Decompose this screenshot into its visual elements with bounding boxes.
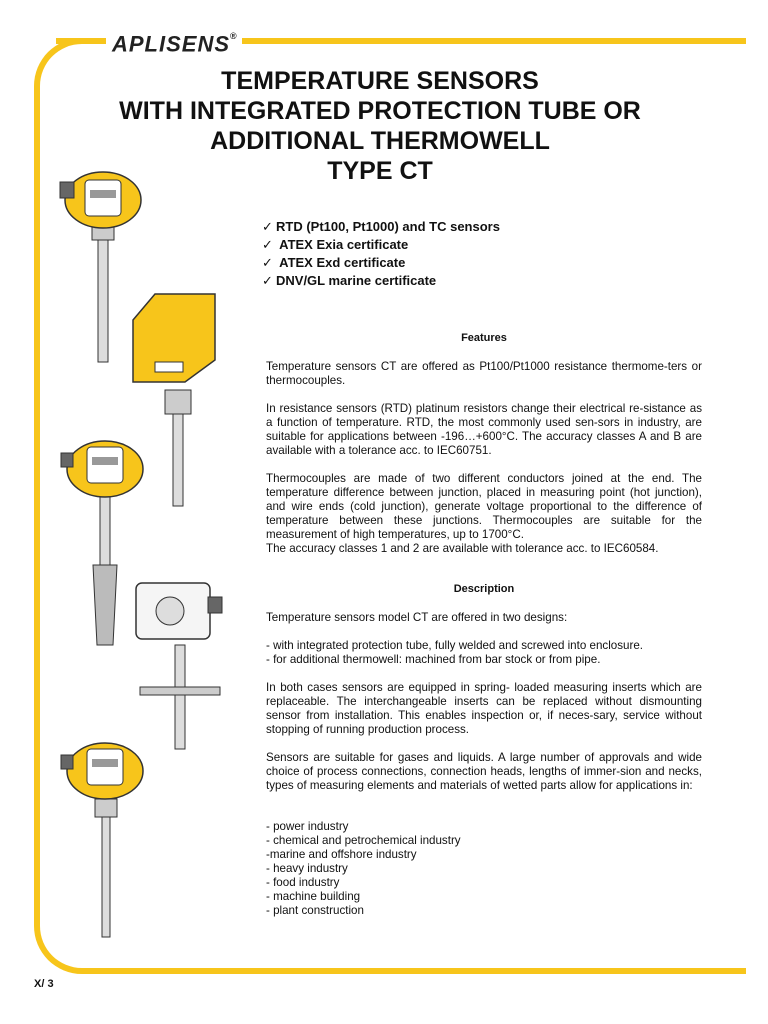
page-title: TEMPERATURE SENSORS WITH INTEGRATED PROTECTION TUBE OR ADDITIONAL THERMOWELL TYPE CT: [119, 67, 641, 185]
description-heading: Description: [453, 583, 515, 595]
applications-list: [266, 820, 461, 918]
list-item: - heavy industry: [266, 862, 348, 875]
description-paragraph: Temperature sensors model CT are offered in two designs:: [266, 611, 568, 624]
check-icon: ✓: [262, 273, 273, 288]
check-icon: ✓: [262, 237, 273, 252]
list-item: ✓ RTD (Pt100, Pt1000) and TC sensors: [262, 219, 500, 234]
frame-top: [228, 38, 746, 44]
list-item: ✓ DNV/GL marine certificate: [262, 273, 437, 288]
sensor-illustration-5: [55, 735, 155, 940]
check-icon: ✓: [262, 255, 273, 270]
description-paragraph: - with integrated protection tube, fully welded and screwed into enclosure.: [266, 639, 644, 652]
list-item: ✓ ATEX Exd certificate: [262, 255, 406, 270]
description-paragraph: In both cases sensors are equipped in spring- loaded measuring inserts which are replaceable. The interchangeable inserts can be replaced without dismounting sensor from installation. This enables inspection or, if neces-sary, service without stopping of running production process.: [266, 681, 702, 736]
list-item: - machine building: [266, 890, 361, 903]
list-item: ✓ ATEX Exia certificate: [262, 237, 409, 252]
list-item: - plant construction: [266, 904, 364, 917]
features-paragraph: In resistance sensors (RTD) platinum resistors change their electrical re-sistance as a function of temperature. RTD, the most commonly used sen-sors in industry, are suitable for applications between -196…+600°C. The accuracy classes A and B are available with a tolerance acc. to IEC60751.: [266, 402, 702, 457]
features-paragraph: Thermocouples are made of two different conductors joined at the end. The temperature difference between junction, placed in measuring point (hot junction), and wire ends (cold junction), generate voltage proportional to the difference of temperature between these junctions. Thermocouples are suitable for the measurement of high temperatures, up to 1700°C.: [266, 472, 702, 541]
list-item: - chemical and petrochemical industry: [266, 834, 461, 847]
features-paragraph: Temperature sensors CT are offered as Pt100/Pt1000 resistance thermome-ters or thermocouples.: [266, 360, 702, 387]
description-paragraph: - for additional thermowell: machined from bar stock or from pipe.: [266, 653, 601, 666]
frame-bottom: [90, 968, 746, 974]
list-item: - food industry: [266, 876, 340, 889]
sensor-illustration-4: [130, 575, 230, 755]
page-number: X/ 3: [34, 978, 54, 990]
check-icon: ✓: [262, 219, 273, 234]
description-paragraph: Sensors are suitable for gases and liquids. A large number of approvals and wide choice of process connections, connection heads, lengths of immer-sion and necks, types of measuring elements and materials of wetted parts allow for applications in:: [266, 751, 702, 792]
features-heading: Features: [461, 332, 507, 344]
features-paragraph: The accuracy classes 1 and 2 are available with tolerance acc. to IEC60584.: [266, 542, 659, 555]
list-item: -marine and offshore industry: [266, 848, 417, 861]
certificate-list: [262, 218, 500, 290]
brand-logo: APLISENS®: [108, 24, 242, 56]
frame-left: [34, 94, 40, 924]
list-item: - power industry: [266, 820, 349, 833]
